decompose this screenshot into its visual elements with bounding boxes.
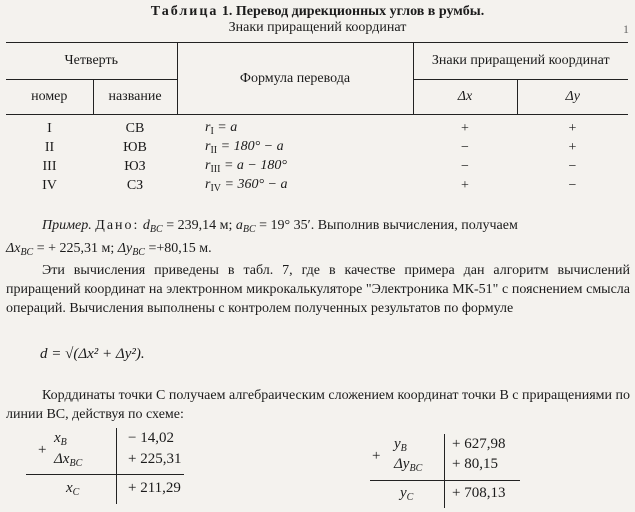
calc-x-a-symbol: x	[54, 430, 61, 446]
row-name: СЗ	[126, 177, 144, 193]
row-dy-sign: −	[568, 158, 577, 174]
row-formula	[177, 157, 413, 176]
calc-y-r-value: + 708,13	[452, 485, 506, 501]
header-formula: Формула перевода	[177, 43, 413, 115]
formula-r-subscript: III	[210, 164, 221, 175]
table-row	[6, 115, 628, 139]
row-dx-sign: +	[461, 177, 469, 193]
example-label: Пример.	[42, 218, 92, 233]
header-dy: Δy	[517, 80, 628, 115]
paragraph-calculations: Эти вычисления приведены в табл. 7, где в качестве примера дан алгоритм вычислений приращений координат на электронном микрокалькуляторе "Электроника МК-51" с пояснением смысла операций. Вычисления выполнены с контролем полученных результатов по формуле	[6, 263, 630, 316]
paragraph-coordinates: Корддинаты точки C получаем алгебраическим сложением координат точки B с приращениями по линии BC, действуя по схеме:	[6, 388, 630, 422]
calc-y-scheme	[360, 432, 580, 510]
calc-x-r-subscript: C	[72, 487, 80, 498]
header-quarter: Четверть	[6, 43, 177, 80]
page-mark: 1	[623, 22, 629, 36]
formula-expression: = a − 180°	[220, 158, 287, 173]
calc-y-b-symbol: Δy	[394, 456, 410, 472]
row-dy-sign: +	[568, 120, 577, 136]
conversion-table	[6, 42, 628, 195]
caption-subtitle: Знаки приращений координат	[228, 20, 407, 35]
d-symbol: d	[142, 218, 150, 233]
dy-value: =+80,15 м.	[144, 241, 212, 256]
calc-y-a-symbol: y	[394, 436, 401, 452]
calc-x-scheme	[0, 426, 240, 506]
formula-r: r	[205, 177, 211, 192]
row-name: СВ	[125, 120, 145, 136]
formula-r-subscript: IV	[210, 183, 222, 194]
calc-y-line	[370, 480, 520, 481]
calc-y-a-subscript: B	[400, 443, 407, 454]
dx-value: = + 225,31 м;	[33, 241, 118, 256]
calc-x-line	[26, 474, 184, 475]
row-formula	[177, 115, 413, 139]
calc-x-b-subscript: BC	[69, 458, 83, 469]
row-dx-sign: −	[461, 139, 469, 155]
calc-y-r-symbol: y	[400, 485, 407, 501]
dx-subscript: BC	[20, 247, 34, 258]
calc-x-b-symbol: Δx	[54, 451, 70, 467]
row-dy-sign: +	[568, 139, 577, 155]
table-row	[6, 157, 628, 176]
table-row	[6, 138, 628, 157]
distance-formula: d = √(Δx² + Δy²).	[40, 346, 145, 362]
calc-y-b-value: + 80,15	[452, 456, 498, 472]
header-name: название	[93, 80, 177, 115]
calc-x-r-value: + 211,29	[128, 480, 181, 496]
calc-y-divider	[444, 434, 445, 508]
calc-x-r-symbol: x	[66, 480, 73, 496]
formula-r: r	[205, 139, 211, 154]
row-formula	[177, 138, 413, 157]
calc-x-divider	[116, 428, 117, 504]
formula-expression: = 180° − a	[217, 139, 284, 154]
row-name: ЮЗ	[124, 158, 146, 174]
calc-y-a-value: + 627,98	[452, 436, 506, 452]
caption-title: 1. Перевод дирекционных углов в румбы.	[221, 4, 485, 19]
table-caption	[0, 4, 635, 20]
row-number: II	[44, 139, 55, 155]
caption-label: Таблица	[150, 4, 219, 19]
a-symbol: a	[235, 218, 243, 233]
row-number: IV	[42, 177, 57, 193]
row-dx-sign: −	[461, 158, 469, 174]
example-line	[6, 216, 630, 262]
row-formula	[177, 176, 413, 195]
calc-y-r-subscript: C	[406, 492, 414, 503]
calc-y-plus: +	[372, 448, 381, 464]
header-dx: Δx	[413, 80, 517, 115]
formula-expression: = 360° − a	[221, 177, 288, 192]
calc-x-a-subscript: B	[60, 437, 67, 448]
row-dy-sign: −	[568, 177, 577, 193]
formula-r: r	[205, 158, 211, 173]
header-signs: Знаки приращений координат	[413, 43, 628, 80]
dy-symbol: Δy	[117, 241, 133, 256]
dx-symbol: Δx	[6, 241, 21, 256]
a-subscript: BC	[242, 224, 256, 235]
row-number: III	[42, 158, 57, 174]
header-number: номер	[6, 80, 93, 115]
d-subscript: BC	[149, 224, 163, 235]
d-value: = 239,14 м;	[162, 218, 236, 233]
formula-r-subscript: II	[210, 145, 218, 156]
row-name: ЮВ	[123, 139, 147, 155]
a-value: = 19° 35′. Выполнив вычисления, получаем	[255, 218, 518, 233]
example-given: Дано:	[95, 218, 140, 233]
row-dx-sign: +	[461, 120, 469, 136]
formula-expression: = a	[213, 120, 238, 135]
formula-r-subscript: I	[210, 126, 214, 137]
calc-x-b-value: + 225,31	[128, 451, 182, 467]
calc-x-a-value: − 14,02	[128, 430, 174, 446]
formula-r: r	[205, 120, 211, 135]
dy-subscript: BC	[132, 247, 145, 258]
row-number: I	[47, 120, 52, 136]
calc-y-b-subscript: BC	[409, 463, 423, 474]
table-row	[6, 176, 628, 195]
calc-x-plus: +	[38, 442, 47, 458]
